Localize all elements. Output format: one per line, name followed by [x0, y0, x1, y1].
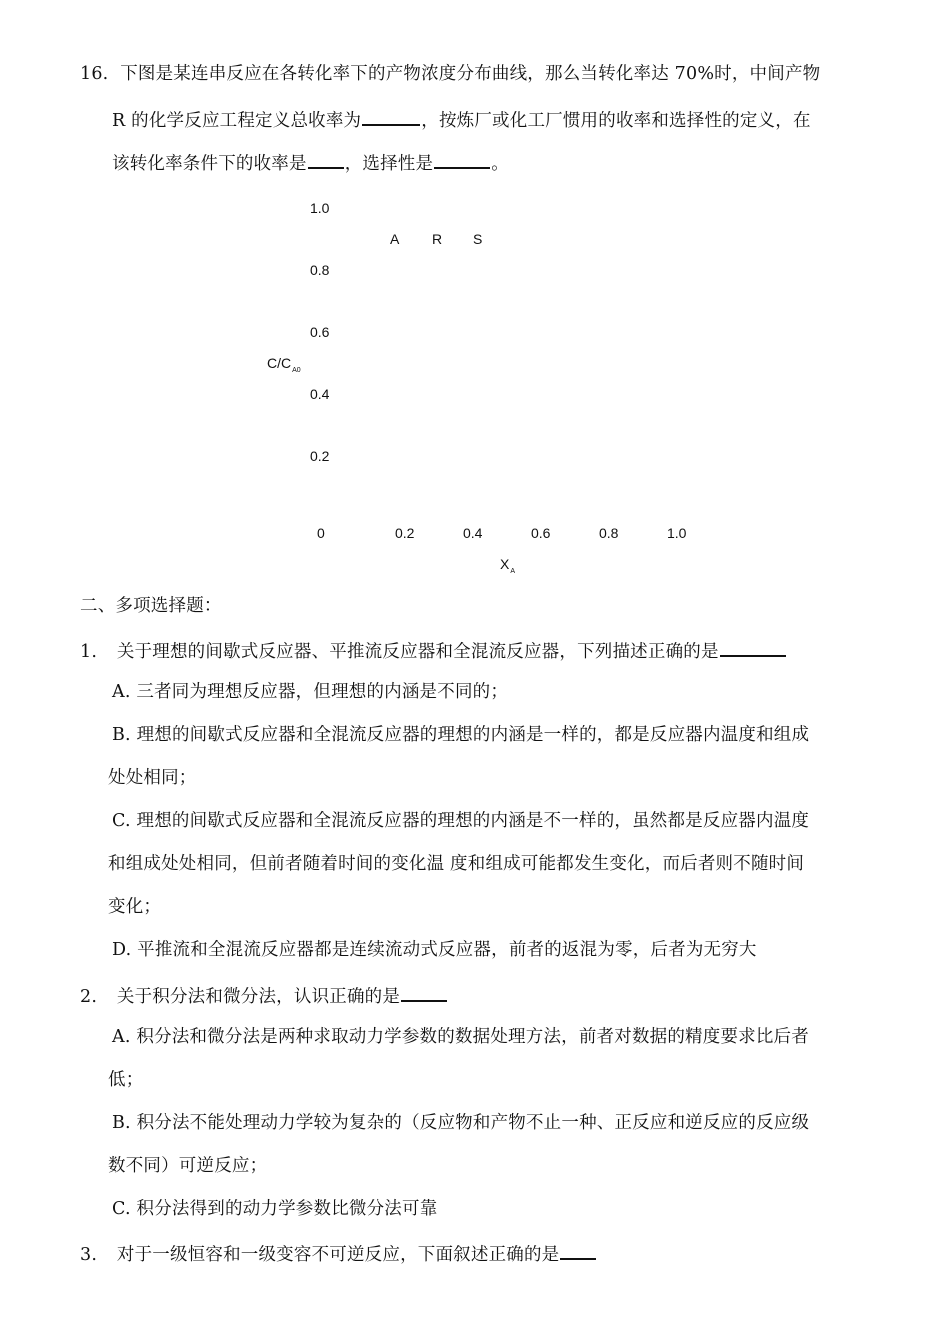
answer-blank-yield[interactable]: [308, 149, 344, 169]
q2-stem: 关于积分法和微分法，认识正确的是: [116, 987, 401, 1007]
q2-option-a-line-2: 低；: [108, 1070, 144, 1090]
x-tick-label: 0.6: [531, 525, 551, 541]
q16-text-2b: ，按炼厂或化工厂惯用的收率和选择性的定义，在: [421, 111, 811, 131]
answer-blank-q3[interactable]: [560, 1240, 596, 1260]
q1-stem: 关于理想的间歇式反应器、平推流反应器和全混流反应器，下列描述正确的是: [116, 642, 719, 662]
x-tick-label: 0.8: [599, 525, 619, 541]
answer-blank-total-yield[interactable]: [362, 106, 420, 126]
answer-blank-selectivity[interactable]: [434, 149, 490, 169]
answer-blank-q2[interactable]: [401, 982, 447, 1002]
q1-option-b-line-2: 处处相同；: [108, 768, 197, 788]
x-tick-label: 0.2: [395, 525, 415, 541]
q1-option-c-line-1: C. 理想的间歇式反应器和全混流反应器的理想的内涵是不一样的，虽然都是反应器内温度: [112, 811, 810, 831]
q2-stem-line: [80, 982, 448, 1009]
q16-text-3b: ，选择性是: [344, 154, 434, 174]
q2-option-b-line-2: 数不同）可逆反应；: [108, 1156, 268, 1176]
q2-option-b-line-1: B. 积分法不能处理动力学较为复杂的（反应物和产物不止一种、正反应和逆反应的反应级: [112, 1113, 810, 1133]
q1-option-c-line-3: 变化；: [108, 897, 162, 917]
section-heading: 二、多项选择题：: [80, 596, 222, 616]
x-tick-label: 0: [317, 525, 325, 541]
q16-line-3: [112, 149, 509, 176]
y-tick-label: 0.2: [310, 448, 330, 464]
y-tick-label: 0.4: [310, 386, 330, 402]
q2-option-a-line-1: A. 积分法和微分法是两种求取动力学参数的数据处理方法，前者对数据的精度要求比后者: [112, 1027, 809, 1047]
q1-option-d: D. 平推流和全混流反应器都是连续流动式反应器，前者的返混为零，后者为无穷大: [112, 940, 757, 960]
q1-stem-line: [80, 637, 787, 664]
x-tick-label: 1.0: [667, 525, 687, 541]
q2-number: 2.: [80, 987, 98, 1007]
x-axis-label-sub: A: [510, 568, 516, 575]
q16-text-2a: R 的化学反应工程定义总收率为: [112, 111, 362, 131]
q1-option-a: A. 三者同为理想反应器，但理想的内涵是不同的；: [112, 682, 509, 702]
y-axis-label-main: C/C: [267, 355, 292, 371]
q2-option-c: C. 积分法得到的动力学参数比微分法可靠: [112, 1199, 438, 1219]
q3-stem-line: [80, 1240, 597, 1267]
x-tick-label: 0.4: [463, 525, 483, 541]
q16-line-1: [80, 62, 820, 86]
legend-label-a: A: [390, 231, 400, 247]
x-axis-label-main: X: [500, 556, 510, 572]
q1-option-c-line-2: 和组成处处相同，但前者随着时间的变化温 度和组成可能都发生变化，而后者则不随时间: [108, 854, 805, 874]
y-axis-label-sub: A0: [292, 367, 301, 374]
q1-number: 1.: [80, 642, 98, 662]
q16-number: 16.: [80, 64, 109, 84]
y-axis-label: [267, 355, 301, 379]
x-axis-label: [500, 556, 515, 580]
q16-text-3c: 。: [491, 154, 509, 174]
y-tick-label: 1.0: [310, 200, 330, 216]
legend-label-r: R: [432, 231, 443, 247]
legend-label-s: S: [473, 231, 483, 247]
q3-number: 3.: [80, 1245, 98, 1265]
q16-line-2: [112, 106, 811, 133]
answer-blank-q1[interactable]: [720, 637, 786, 657]
q1-option-b-line-1: B. 理想的间歇式反应器和全混流反应器的理想的内涵是一样的，都是反应器内温度和组成: [112, 725, 810, 745]
q3-stem: 对于一级恒容和一级变容不可逆反应，下面叙述正确的是: [116, 1245, 560, 1265]
y-tick-label: 0.8: [310, 262, 330, 278]
y-tick-label: 0.6: [310, 324, 330, 340]
q16-text-3a: 该转化率条件下的收率是: [112, 154, 307, 174]
q16-text-1: 下图是某连串反应在各转化率下的产物浓度分布曲线，那么当转化率达 70%时，中间产物: [120, 64, 821, 84]
